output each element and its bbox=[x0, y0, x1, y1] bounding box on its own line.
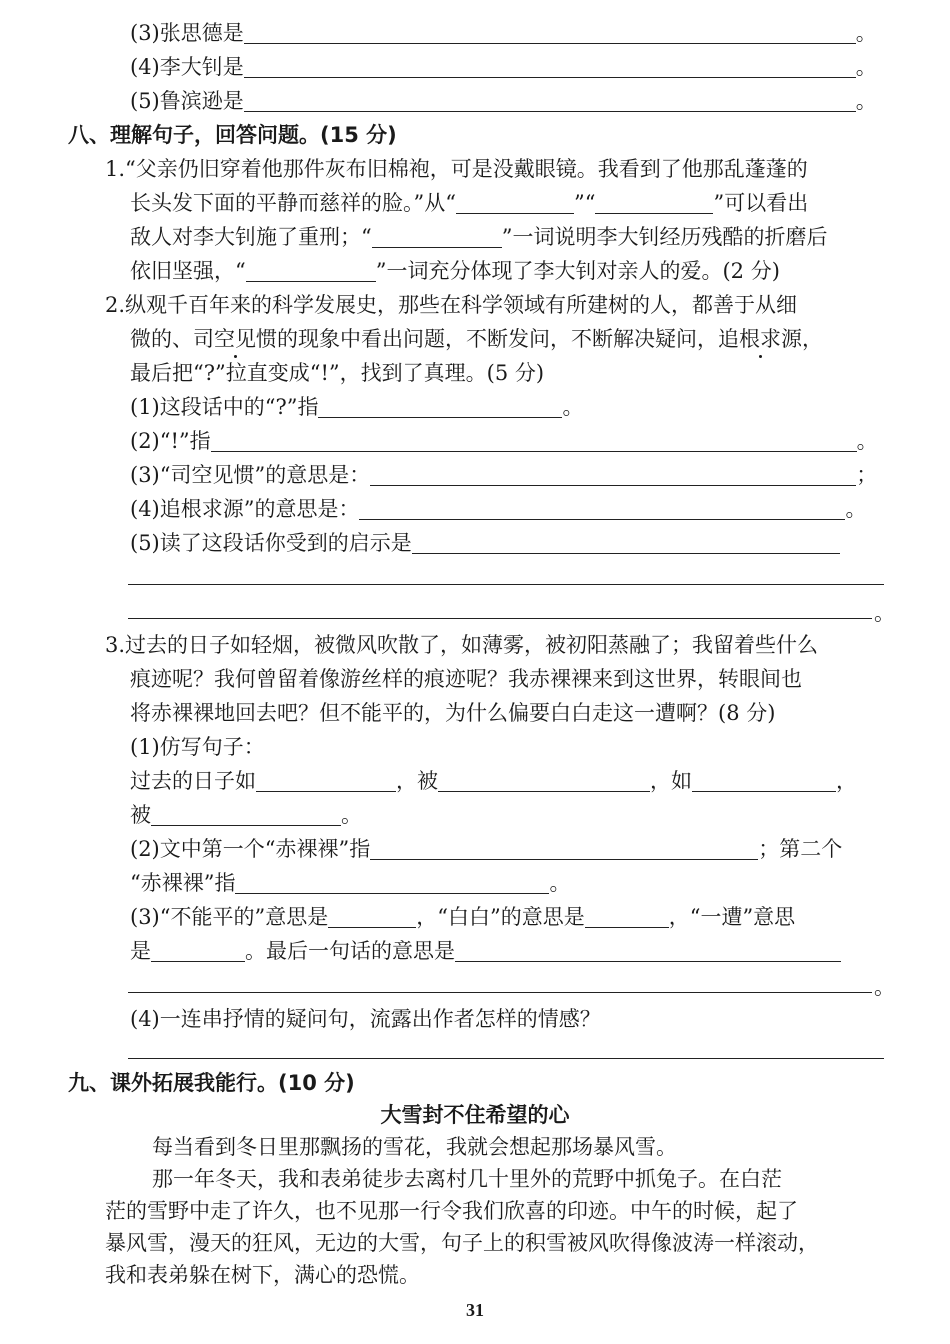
period-mark: 。 bbox=[874, 975, 895, 999]
q2-sub-4: (4)追根求源”的意思是： 。 bbox=[130, 497, 867, 521]
answer-blank[interactable] bbox=[244, 91, 856, 112]
q3-sub-2b: “赤裸裸”指 。 bbox=[130, 871, 571, 895]
answer-rule[interactable] bbox=[128, 1058, 884, 1059]
answer-blank[interactable] bbox=[372, 227, 502, 248]
answer-blank[interactable] bbox=[438, 771, 650, 792]
emphasized-term: 司空见惯 bbox=[193, 327, 277, 351]
answer-blank[interactable] bbox=[246, 261, 376, 282]
q2-sub-2: (2)“!”指 。 bbox=[130, 429, 878, 453]
passage-title: 大雪封不住希望的心 bbox=[380, 1103, 570, 1127]
q3-fill-1: 过去的日子如 ，被 ，如 ， bbox=[130, 769, 857, 793]
answer-blank[interactable] bbox=[328, 907, 416, 928]
answer-blank[interactable] bbox=[412, 533, 840, 554]
emphasized-term: 追根求源 bbox=[718, 327, 802, 351]
q1-line-1: 1.“父亲仍旧穿着他那件灰布旧棉袍，可是没戴眼镜。我看到了他那乱蓬蓬的 bbox=[105, 157, 808, 181]
q3-line-3: 将赤裸裸地回去吧？但不能平的，为什么偏要白白走这一遭啊？(8 分) bbox=[130, 701, 776, 725]
answer-blank[interactable] bbox=[256, 771, 396, 792]
answer-blank[interactable] bbox=[318, 397, 562, 418]
q1-line-4: 依旧坚强，“ ”一词充分体现了李大钊对亲人的爱。(2 分) bbox=[130, 259, 780, 283]
top-q4: (4)李大钊是 。 bbox=[130, 55, 877, 79]
answer-blank[interactable] bbox=[455, 941, 841, 962]
period-mark: 。 bbox=[874, 601, 895, 625]
q3-sub-3: (3)“不能平的”意思是 ，“白白”的意思是 ，“一遭”意思 bbox=[130, 905, 796, 929]
q1-line-2: 长头发下面的平静而慈祥的脸。”从“ ”“ ”可以看出 bbox=[130, 191, 809, 215]
passage-line: 茫的雪野中走了许久，也不见那一行令我们欣喜的印迹。中午的时候，起了 bbox=[105, 1199, 798, 1223]
answer-rule[interactable] bbox=[128, 584, 884, 585]
answer-blank[interactable] bbox=[692, 771, 836, 792]
answer-blank[interactable] bbox=[211, 431, 857, 452]
section-9-heading: 九、课外拓展我能行。(10 分) bbox=[68, 1071, 355, 1095]
answer-blank[interactable] bbox=[151, 941, 245, 962]
q3-sub-3b: 是 。最后一句话的意思是 bbox=[130, 938, 841, 964]
q1-line-3: 敌人对李大钊施了重刑；“ ”一词说明李大钊经历残酷的折磨后 bbox=[130, 225, 828, 249]
answer-blank[interactable] bbox=[359, 499, 845, 520]
answer-blank[interactable] bbox=[456, 193, 574, 214]
q2-sub-3: (3)“司空见惯”的意思是： ； bbox=[130, 463, 878, 487]
section-8-heading: 八、理解句子，回答问题。(15 分) bbox=[68, 123, 397, 147]
answer-blank[interactable] bbox=[585, 907, 669, 928]
answer-rule[interactable] bbox=[128, 992, 872, 993]
q2-line-2: 微的、司空见惯的现象中看出问题，不断发问，不断解决疑问，追根求源， bbox=[130, 327, 823, 351]
q3-sub-4: (4)一连串抒情的疑问句，流露出作者怎样的情感？ bbox=[130, 1007, 601, 1031]
passage-line: 我和表弟躲在树下，满心的恐慌。 bbox=[105, 1263, 420, 1287]
q3-sub-2: (2)文中第一个“赤裸裸”指 ；第二个 bbox=[130, 837, 843, 861]
answer-blank[interactable] bbox=[370, 465, 856, 486]
passage-line: 暴风雪，漫天的狂风，无边的大雪，句子上的积雪被风吹得像波涛一样滚动， bbox=[105, 1231, 819, 1255]
top-q5: (5)鲁滨逊是 。 bbox=[130, 89, 877, 113]
q2-sub-1: (1)这段话中的“?”指 。 bbox=[130, 395, 584, 419]
page-number: 31 bbox=[466, 1300, 484, 1320]
q2-sub-5: (5)读了这段话你受到的启示是 bbox=[130, 530, 840, 556]
q3-line-1: 3.过去的日子如轻烟，被微风吹散了，如薄雾，被初阳蒸融了；我留着些什么 bbox=[105, 633, 819, 657]
answer-rule[interactable] bbox=[128, 618, 872, 619]
answer-blank[interactable] bbox=[244, 57, 856, 78]
q3-fill-2: 被 。 bbox=[130, 803, 362, 827]
q2-line-1: 2.纵观千百年来的科学发展史，那些在科学领域有所建树的人，都善于从细 bbox=[105, 293, 798, 317]
top-q3: (3)张思德是 。 bbox=[130, 21, 877, 45]
answer-blank[interactable] bbox=[244, 23, 856, 44]
answer-blank[interactable] bbox=[595, 193, 713, 214]
q2-line-3: 最后把“?”拉直变成“!”，找到了真理。(5 分) bbox=[130, 361, 545, 385]
q3-sub-1: (1)仿写句子： bbox=[130, 735, 265, 759]
passage-paragraph-1: 每当看到冬日里那飘扬的雪花，我就会想起那场暴风雪。 bbox=[152, 1135, 677, 1159]
answer-blank[interactable] bbox=[151, 805, 341, 826]
answer-blank[interactable] bbox=[370, 839, 758, 860]
passage-line: 那一年冬天，我和表弟徒步去离村几十里外的荒野中抓兔子。在白茫 bbox=[152, 1167, 782, 1191]
answer-blank[interactable] bbox=[235, 873, 549, 894]
q3-line-2: 痕迹呢？我何曾留着像游丝样的痕迹呢？我赤裸裸来到这世界，转眼间也 bbox=[130, 667, 802, 691]
